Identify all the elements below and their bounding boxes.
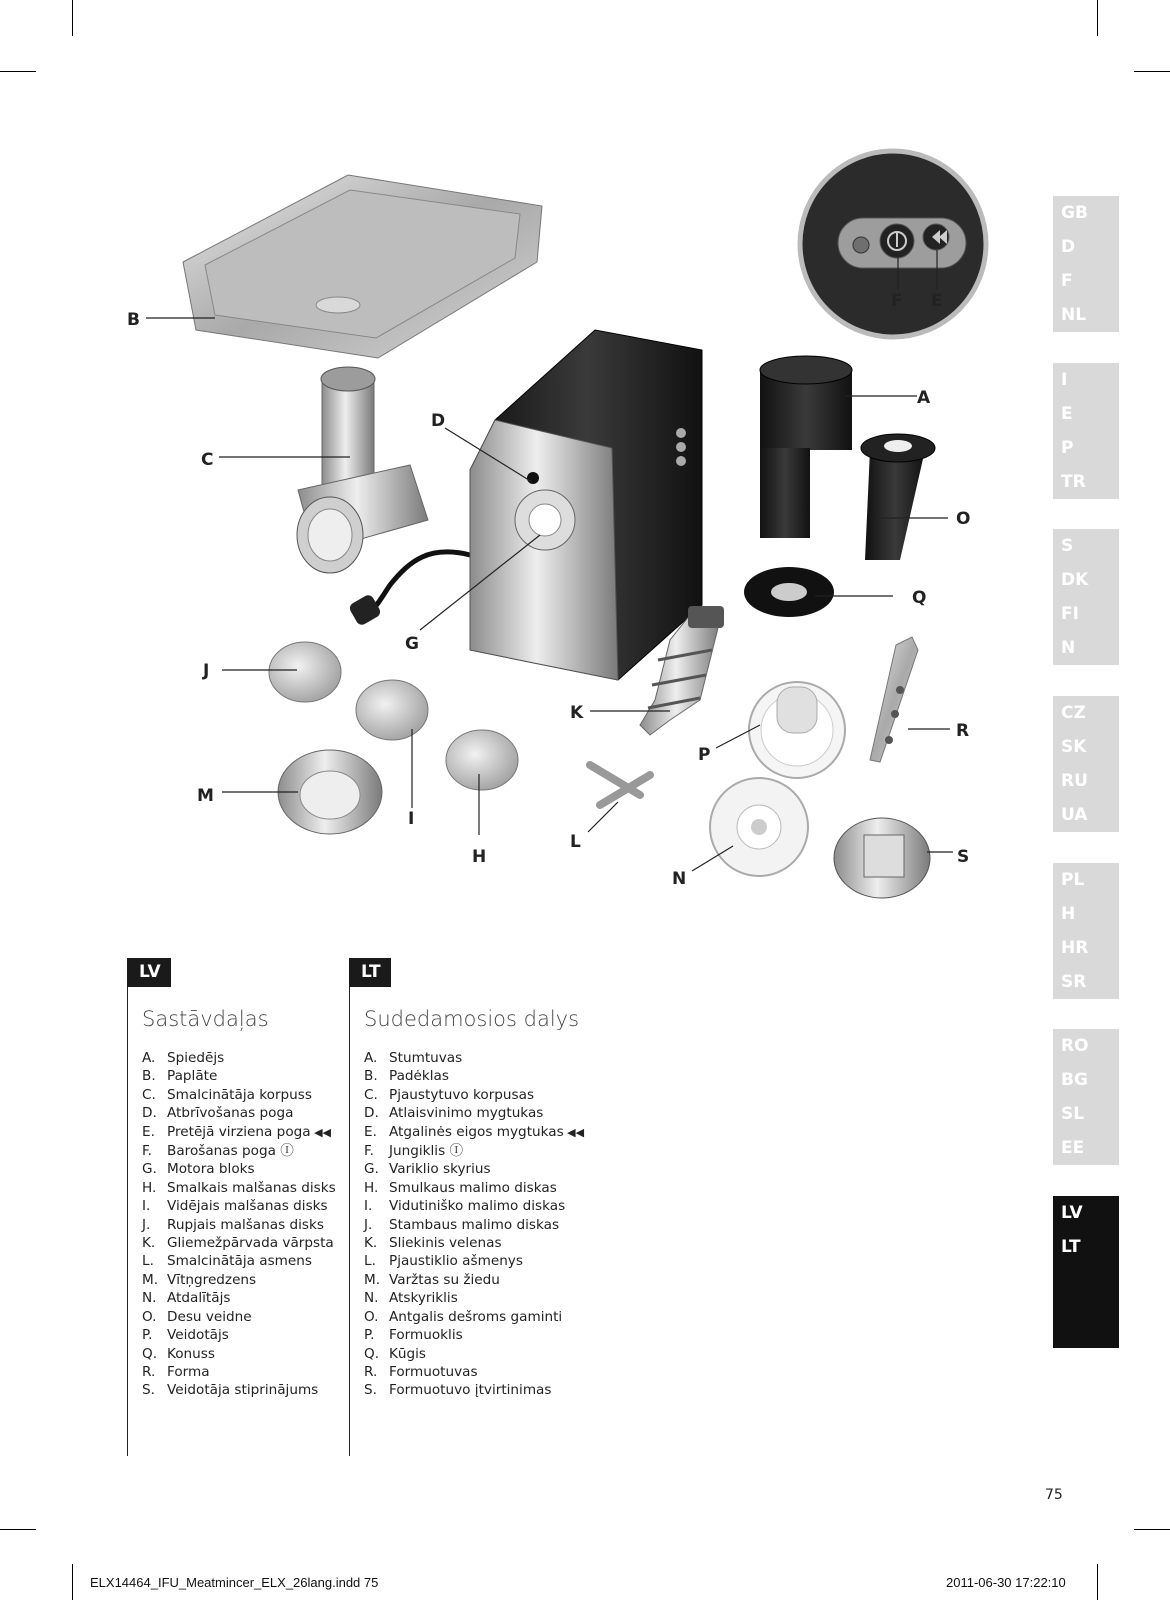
list-item	[364, 1142, 610, 1160]
list-item	[142, 1067, 338, 1085]
list-item	[142, 1308, 338, 1326]
list-item	[142, 1326, 338, 1344]
item-text: Atlaisvinimo mygtukas	[389, 1105, 544, 1122]
lang-tab[interactable]: CZ	[1061, 703, 1086, 723]
item-text: Smalkais malšanas disks	[167, 1179, 336, 1196]
reverse-icon: ◀◀	[563, 1125, 585, 1139]
lang-tab[interactable]: HR	[1061, 938, 1089, 958]
item-text: Atbrīvošanas poga	[167, 1105, 294, 1122]
callout-a: A	[917, 388, 931, 408]
item-text: Antgalis dešroms gaminti	[389, 1308, 563, 1325]
item-key: D.	[142, 1105, 157, 1122]
list-item	[364, 1216, 610, 1234]
medium-disc-illustration	[356, 680, 428, 740]
plug-illustration	[348, 593, 383, 627]
item-key: S.	[364, 1382, 377, 1399]
lt-parts-list	[364, 1049, 610, 1400]
lang-tab[interactable]: P	[1061, 438, 1074, 458]
item-key: Q.	[142, 1345, 158, 1362]
cutter-blade-illustration	[590, 765, 650, 805]
lang-tab[interactable]: DK	[1061, 570, 1089, 590]
list-item	[364, 1252, 610, 1270]
callout-k: K	[570, 703, 584, 723]
item-text: Smulkaus malimo diskas	[389, 1179, 557, 1196]
list-item	[142, 1086, 338, 1104]
list-item	[142, 1234, 338, 1252]
callout-c: C	[201, 450, 214, 470]
item-key: M.	[142, 1271, 159, 1288]
item-text: Padėklas	[389, 1068, 449, 1085]
list-item	[364, 1197, 610, 1215]
item-text: Spiedējs	[167, 1050, 225, 1066]
item-text: Stambaus malimo diskas	[389, 1216, 560, 1233]
item-key: R.	[142, 1363, 156, 1380]
item-key: K.	[142, 1235, 156, 1252]
list-item	[364, 1086, 610, 1104]
lang-tab[interactable]: H	[1061, 904, 1076, 924]
list-item	[142, 1252, 338, 1270]
crop-mark	[1134, 1529, 1170, 1530]
item-key: N.	[142, 1290, 157, 1307]
list-item	[364, 1049, 610, 1067]
list-item	[142, 1123, 338, 1142]
lang-group-active	[1053, 1196, 1119, 1348]
callout-f: F	[891, 291, 903, 311]
item-key: L.	[142, 1253, 154, 1270]
item-text: Formuoklis	[389, 1327, 463, 1344]
crop-mark	[1097, 1564, 1098, 1600]
item-key: N.	[364, 1290, 379, 1307]
list-item	[142, 1345, 338, 1363]
item-text: Paplāte	[167, 1068, 218, 1085]
callout-p: P	[698, 745, 711, 765]
lang-tab[interactable]: FI	[1061, 604, 1079, 624]
item-key: Q.	[364, 1345, 380, 1362]
item-text: Pretējā virziena poga	[167, 1123, 311, 1140]
callout-b: B	[127, 310, 140, 330]
item-key: P.	[364, 1327, 375, 1344]
lv-heading: Sastāvdaļas	[142, 1007, 269, 1031]
lang-tab[interactable]: N	[1061, 638, 1076, 658]
list-item	[364, 1381, 610, 1399]
item-text: Motora bloks	[167, 1161, 255, 1178]
list-item	[142, 1381, 338, 1399]
item-text: Formuotuvas	[389, 1363, 478, 1380]
callout-j: J	[203, 661, 210, 681]
item-text: Formuotuvo įtvirtinimas	[389, 1382, 552, 1399]
lang-tab[interactable]: EE	[1061, 1138, 1085, 1158]
lang-group-6	[1053, 1029, 1119, 1165]
item-key: R.	[364, 1363, 378, 1380]
reverse-icon: ◀◀	[310, 1125, 332, 1139]
lang-tab-active[interactable]: LV	[1061, 1203, 1083, 1223]
list-item	[364, 1308, 610, 1326]
power-cord-illustration	[365, 552, 470, 615]
fine-disc-illustration	[446, 730, 518, 790]
list-item	[364, 1067, 610, 1085]
lang-tab[interactable]: RO	[1061, 1036, 1089, 1056]
lang-tab[interactable]: PL	[1061, 870, 1085, 890]
item-text: Kūgis	[389, 1345, 427, 1362]
callout-s: S	[957, 847, 970, 867]
lang-tab[interactable]: RU	[1061, 771, 1088, 791]
lang-group-4	[1053, 696, 1119, 832]
callout-i: I	[408, 809, 415, 829]
item-text: Atdalītājs	[167, 1290, 231, 1307]
item-key: O.	[364, 1308, 379, 1325]
list-item	[142, 1179, 338, 1197]
list-item	[142, 1271, 338, 1289]
item-text: Pjaustiklio ašmenys	[389, 1253, 523, 1270]
item-text: Rupjais malšanas disks	[167, 1216, 324, 1233]
lv-badge: LV	[127, 958, 171, 987]
list-item	[142, 1142, 338, 1160]
callout-n: N	[672, 869, 687, 889]
lang-group-5	[1053, 863, 1119, 999]
lang-group-2	[1053, 363, 1119, 499]
tray-illustration	[183, 175, 542, 358]
motor-unit-illustration	[470, 330, 702, 680]
item-key: P.	[142, 1327, 153, 1344]
list-item	[364, 1104, 610, 1122]
lang-tab[interactable]: SR	[1061, 972, 1087, 992]
callout-r: R	[956, 721, 970, 741]
callout-e: E	[931, 291, 943, 311]
crop-mark	[0, 1529, 36, 1530]
list-item	[364, 1326, 610, 1344]
item-key: A.	[142, 1050, 156, 1066]
callout-h: H	[472, 847, 487, 867]
page-number: 75	[1045, 1487, 1063, 1503]
list-item	[142, 1049, 338, 1067]
item-key: G.	[364, 1161, 379, 1178]
item-text: Gliemežpārvada vārpsta	[167, 1235, 334, 1252]
lang-tab[interactable]: I	[1061, 370, 1068, 390]
list-item	[142, 1363, 338, 1381]
item-text: Atskyriklis	[389, 1290, 458, 1307]
item-text: Vītņgredzens	[167, 1271, 257, 1288]
lang-tab[interactable]: E	[1061, 404, 1073, 424]
item-text: Konuss	[167, 1345, 215, 1362]
lv-column	[127, 958, 338, 1456]
item-text: Forma	[167, 1363, 210, 1380]
item-key: E.	[142, 1123, 155, 1140]
list-item	[142, 1160, 338, 1178]
power-icon: Ⓘ	[275, 1143, 294, 1160]
lang-tab[interactable]: D	[1061, 237, 1076, 257]
lang-tab[interactable]: TR	[1061, 472, 1086, 492]
callout-q: Q	[912, 588, 927, 608]
cone-illustration	[744, 567, 834, 617]
lt-heading: Sudedamosios dalys	[364, 1007, 580, 1031]
lang-tab[interactable]: S	[1061, 536, 1074, 556]
lang-tab[interactable]: SL	[1061, 1104, 1085, 1124]
coarse-disc-illustration	[269, 642, 341, 702]
lang-tab[interactable]: BG	[1061, 1070, 1088, 1090]
footer-filename: ELX14464_IFU_Meatmincer_ELX_26lang.indd 75	[90, 1575, 379, 1590]
item-key: D.	[364, 1105, 379, 1122]
callout-m: M	[197, 786, 214, 806]
list-item	[142, 1104, 338, 1122]
item-key: J.	[142, 1216, 151, 1233]
item-text: Desu veidne	[167, 1308, 252, 1325]
item-key: B.	[142, 1068, 156, 1085]
form-illustration	[870, 637, 918, 762]
item-text: Jungiklis	[389, 1143, 446, 1160]
lang-group-3	[1053, 529, 1119, 665]
list-item	[364, 1271, 610, 1289]
list-item	[364, 1363, 610, 1381]
crop-mark	[72, 1564, 73, 1600]
footer-datetime: 2011-06-30 17:22:10	[946, 1575, 1066, 1590]
item-key: E.	[364, 1123, 377, 1140]
item-text: Smalcinātāja asmens	[167, 1253, 312, 1270]
shaper-fixing-illustration	[834, 818, 930, 898]
sausage-attachment-illustration	[861, 434, 935, 560]
item-key: C.	[142, 1086, 156, 1103]
lang-tab[interactable]: F	[1061, 271, 1073, 291]
item-text: Variklio skyrius	[389, 1161, 491, 1178]
item-key: B.	[364, 1068, 378, 1085]
lang-tab[interactable]: UA	[1061, 805, 1088, 825]
item-text: Vidutiniško malimo diskas	[389, 1198, 566, 1215]
item-key: K.	[364, 1235, 378, 1252]
pusher-illustration	[760, 356, 852, 538]
item-text: Stumtuvas	[389, 1050, 463, 1066]
list-item	[142, 1289, 338, 1307]
lang-group-1	[1053, 196, 1119, 332]
item-key: L.	[364, 1253, 376, 1270]
separator-illustration	[710, 778, 808, 876]
list-item	[364, 1123, 610, 1142]
item-key: A.	[364, 1050, 378, 1066]
callout-l: L	[570, 832, 581, 852]
shaper-illustration	[749, 682, 845, 778]
lang-tab-active[interactable]: LT	[1061, 1237, 1081, 1257]
list-item	[364, 1179, 610, 1197]
item-text: Smalcinātāja korpuss	[167, 1086, 312, 1103]
lang-tab[interactable]: SK	[1061, 737, 1087, 757]
item-text: Pjaustytuvo korpusas	[389, 1086, 535, 1103]
list-item	[364, 1345, 610, 1363]
list-item	[364, 1160, 610, 1178]
item-key: I.	[364, 1198, 373, 1215]
cutter-housing-illustration	[297, 367, 428, 573]
item-key: O.	[142, 1308, 157, 1325]
lt-column	[349, 958, 610, 1456]
callout-g: G	[405, 634, 419, 654]
callout-d: D	[431, 411, 446, 431]
list-item	[364, 1234, 610, 1252]
lt-badge: LT	[349, 958, 391, 987]
item-text: Vidējais malšanas disks	[167, 1198, 328, 1215]
item-key: G.	[142, 1161, 157, 1178]
item-text: Barošanas poga	[167, 1143, 276, 1160]
callout-o: O	[956, 509, 971, 529]
lv-parts-list	[142, 1049, 338, 1400]
item-key: I.	[142, 1198, 151, 1215]
item-text: Veidotāja stiprinājums	[167, 1382, 319, 1399]
item-key: F.	[364, 1143, 374, 1160]
list-item	[142, 1197, 338, 1215]
item-key: S.	[142, 1382, 155, 1399]
item-key: H.	[364, 1179, 379, 1196]
item-key: C.	[364, 1086, 378, 1103]
item-key: J.	[364, 1216, 373, 1233]
lang-tab[interactable]: NL	[1061, 305, 1087, 325]
list-item	[142, 1216, 338, 1234]
power-icon: Ⓘ	[445, 1143, 464, 1160]
list-item	[364, 1289, 610, 1307]
lang-tab[interactable]: GB	[1061, 203, 1088, 223]
item-key: M.	[364, 1271, 381, 1288]
item-text: Sliekinis velenas	[389, 1235, 502, 1252]
item-key: F.	[142, 1143, 152, 1160]
item-text: Atgalinės eigos mygtukas	[389, 1123, 564, 1140]
item-text: Veidotājs	[167, 1327, 229, 1344]
item-key: H.	[142, 1179, 157, 1196]
item-text: Varžtas su žiedu	[389, 1271, 500, 1288]
